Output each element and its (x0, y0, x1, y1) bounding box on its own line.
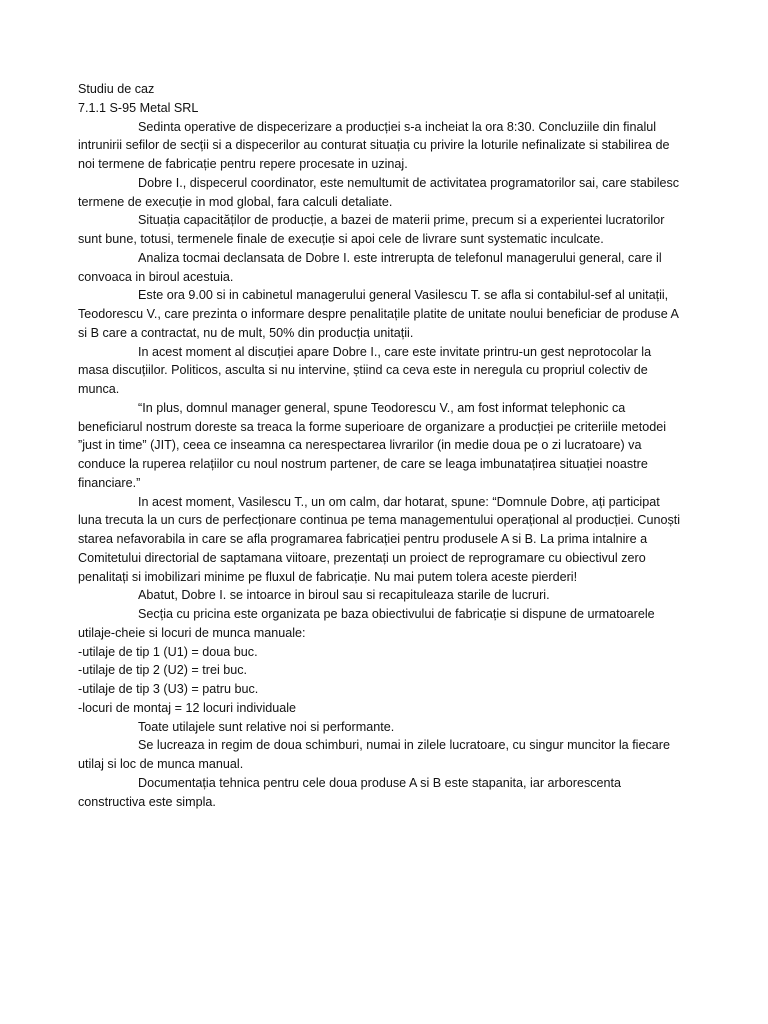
section-title: 7.1.1 S-95 Metal SRL (78, 100, 199, 115)
paragraph: Documentația tehnica pentru cele doua produse A si B este stapanita, iar arborescenta constructiva este simpla. (78, 775, 622, 809)
paragraph: In acest moment, Vasilescu T., un om calm, dar hotarat, spune: “Domnule Dobre, ați participat luna trecuta la un curs de perfecționare continua pe tema managementului operațional al producției. Cunoști starea nefavorabila in care se afla programarea fabricației pentru produsele A si B. La prima intalnire a Comitetului directorial de saptamana viitoare, prezentați un proiect de reprogramare cu obiectivul zero penalitați si imobilizari minime pe fluxul de fabricație. Nu mai putem tolera aceste pierderi! (78, 494, 681, 584)
paragraph: Toate utilajele sunt relative noi si performante. (138, 719, 395, 734)
document-body (78, 80, 682, 811)
equipment-list-item: -utilaje de tip 2 (U2) = trei buc. (78, 663, 248, 678)
paragraph: Analiza tocmai declansata de Dobre I. este intrerupta de telefonul managerului general, care il convoaca in biroul acestuia. (78, 250, 662, 284)
paragraph: Sedinta operative de dispecerizare a producției s-a incheiat la ora 8:30. Concluziile din finalul intrunirii sefilor de secții si a dispecerilor au conturat situația cu privire la loturile nefinalizate si stabilirea de noi termene de fabricație pentru repere procesate in uzinaj. (78, 119, 670, 171)
paragraph: Secția cu pricina este organizata pe baza obiectivului de fabricație si dispune de urmatoarele utilaje-cheie si locuri de munca manuale: (78, 607, 655, 640)
paragraph: In acest moment al discuției apare Dobre I., care este invitate printru-un gest neprotocolar la masa discuțiilor. Politicos, asculta si nu intervine, știind ca ceva este in neregula cu propriul colectiv de munca. (78, 344, 652, 396)
equipment-list-item: -utilaje de tip 3 (U3) = patru buc. (78, 682, 259, 696)
equipment-list-item: -utilaje de tip 1 (U1) = doua buc. (78, 644, 258, 659)
equipment-list-item: -locuri de montaj = 12 locuri individuale (78, 700, 297, 715)
paragraph: Se lucreaza in regim de doua schimburi, numai in zilele lucratoare, cu singur muncitor la fiecare utilaj si loc de munca manual. (78, 738, 670, 771)
paragraph: Dobre I., dispecerul coordinator, este nemultumit de activitatea programatorilor sai, care stabilesc termene de execuție in mod global, fara calculi detaliate. (78, 175, 680, 209)
document-heading: Studiu de caz (78, 82, 155, 96)
paragraph: Este ora 9.00 si in cabinetul managerului general Vasilescu T. se afla si contabilul-sef al unitații, Teodorescu V., care prezinta o informare despre penalitațile platite de unitate noului beneficiar de produse A si B care a contractat, nu de mult, 50% din producția unitații. (78, 288, 679, 340)
paragraph: “In plus, domnul manager general, spune Teodorescu V., am fost informat telephonic ca beneficiarul nostrum doreste sa treaca la forme superioare de organizare a producției pe criteriile metodei ”just in time” (JIT), ceea ce inseamna ca nerespectarea livrarilor (in medie doua pe o zi lucratoare) va conduce la ruperea relațiilor cu noul nostrum partener, de care se leaga imbunatațirea situației noastre financiare.” (78, 400, 667, 490)
paragraph: Abatut, Dobre I. se intoarce in biroul sau si recapituleaza starile de lucruri. (138, 588, 550, 603)
paragraph: Situația capacităților de producție, a bazei de materii prime, precum si a experientei lucratorilor sunt bune, totusi, termenele finale de execuție si apoi cele de livrare sunt systematic inculcate. (78, 213, 665, 246)
